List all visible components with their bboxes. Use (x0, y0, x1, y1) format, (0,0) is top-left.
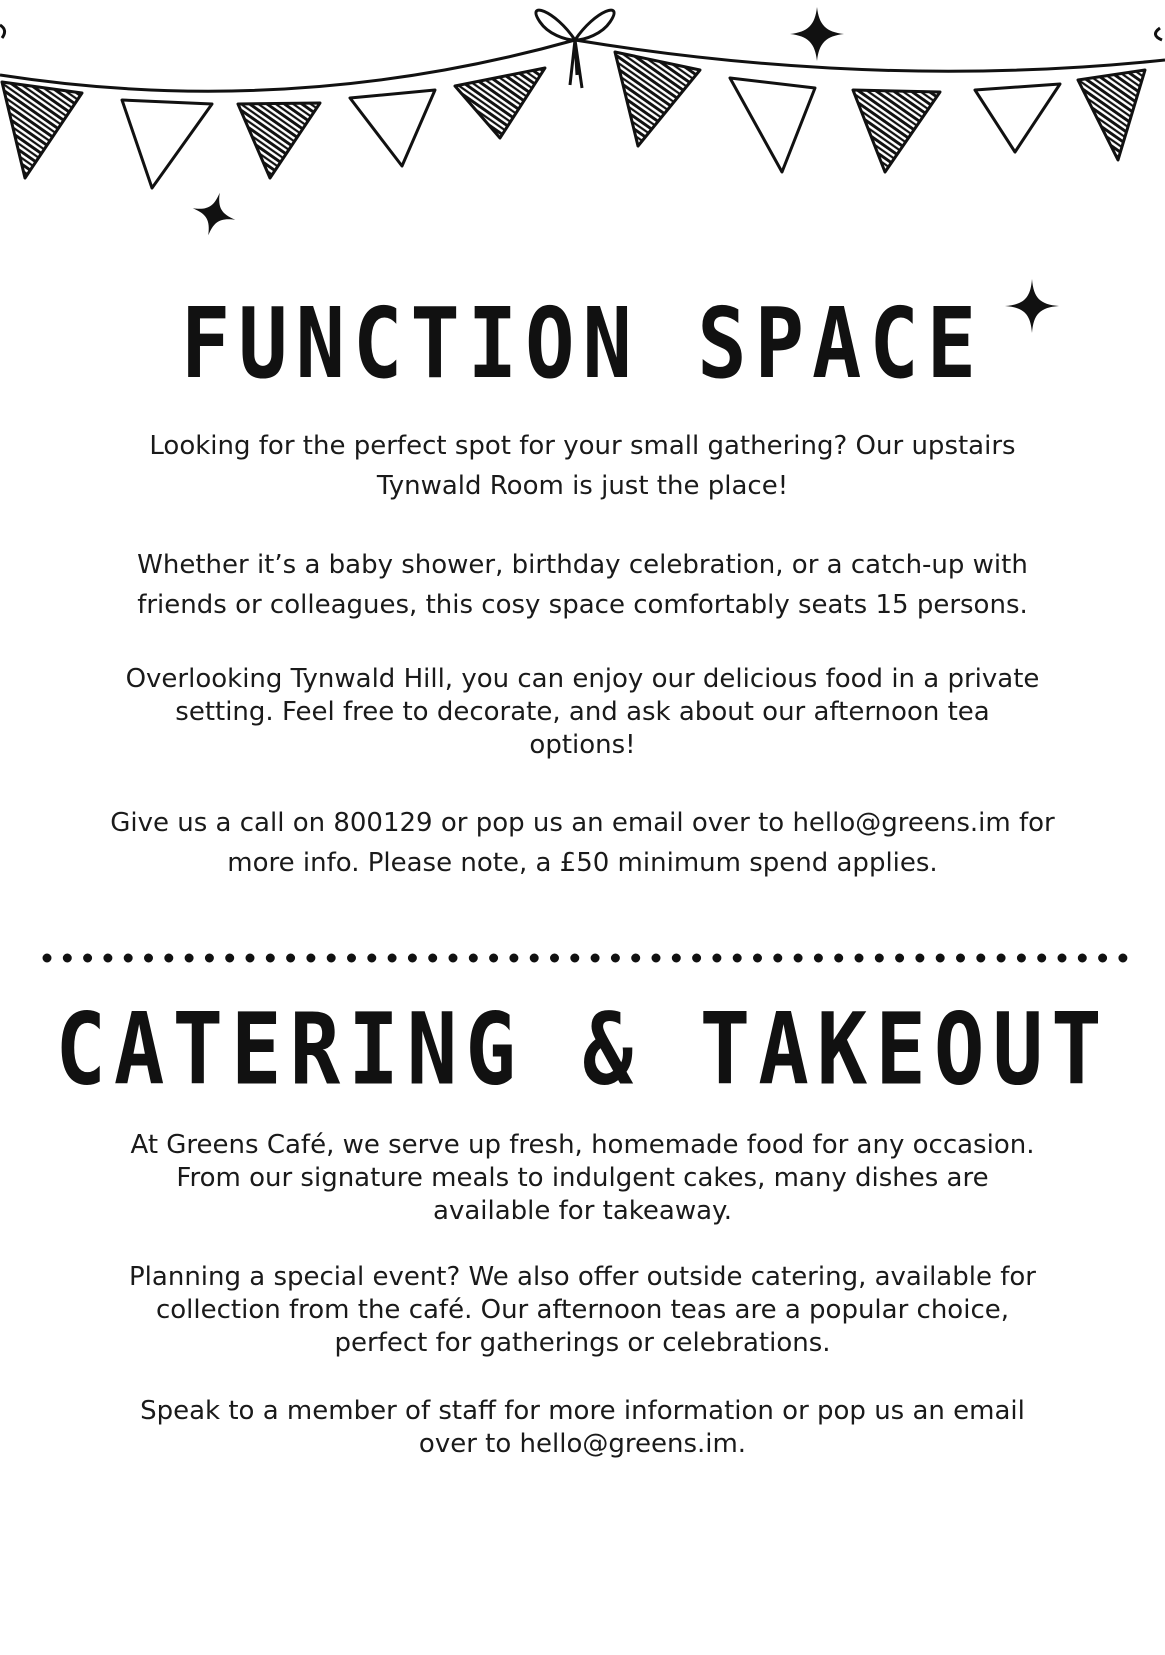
catering-takeout-title: CATERING & TAKEOUT (55, 991, 1110, 1108)
function-space-title: FUNCTION SPACE (180, 288, 985, 401)
text-line: over to hello@greens.im. (418, 1429, 747, 1459)
text-line: setting. Feel free to decorate, and ask about our afternoon tea (175, 697, 990, 727)
text-line: available for takeaway. (433, 1196, 732, 1226)
dotted-divider (40, 950, 1150, 966)
text-line: Overlooking Tynwald Hill, you can enjoy our delicious food in a private (125, 664, 1040, 694)
text-line: more info. Please note, a £50 minimum spend applies. (227, 848, 938, 878)
text-line: From our signature meals to indulgent cakes, many dishes are (176, 1163, 989, 1193)
text-line: options! (529, 730, 636, 760)
text-line: At Greens Café, we serve up fresh, homemade food for any occasion. (130, 1130, 1035, 1160)
text-line: Planning a special event? We also offer outside catering, available for (129, 1262, 1036, 1292)
function-space-paragraph-1 (60, 426, 1105, 506)
catering-paragraph-1 (60, 1129, 1105, 1228)
sparkle-star-icon (788, 5, 846, 63)
text-line: Tynwald Room is just the place! (376, 471, 789, 501)
sparkle-star-icon (190, 190, 238, 238)
function-space-paragraph-3 (60, 663, 1105, 762)
text-line: friends or colleagues, this cosy space comfortably seats 15 persons. (137, 590, 1028, 620)
function-space-paragraph-2 (60, 545, 1105, 625)
text-line: Looking for the perfect spot for your small gathering? Our upstairs (149, 431, 1016, 461)
bunting-garland-icon (0, 0, 1165, 240)
text-line: perfect for gatherings or celebrations. (334, 1328, 831, 1358)
catering-paragraph-2 (60, 1261, 1105, 1360)
text-line: Whether it’s a baby shower, birthday celebration, or a catch-up with (137, 550, 1028, 580)
text-line: Give us a call on 800129 or pop us an email over to hello@greens.im for (110, 808, 1055, 838)
function-space-contact-paragraph (60, 803, 1105, 883)
text-line: collection from the café. Our afternoon teas are a popular choice, (155, 1295, 1009, 1325)
catering-contact-paragraph (60, 1395, 1105, 1461)
text-line: Speak to a member of staff for more information or pop us an email (140, 1396, 1025, 1426)
